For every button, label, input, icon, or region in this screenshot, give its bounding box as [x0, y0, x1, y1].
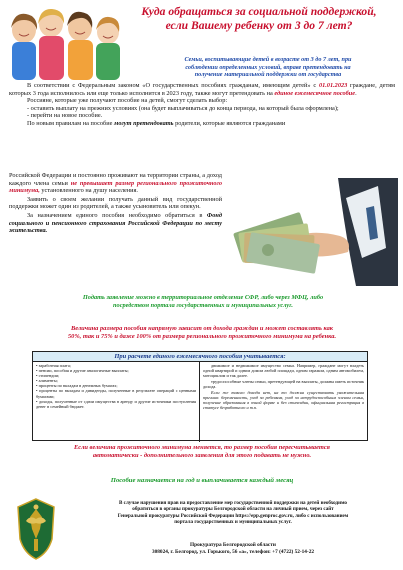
intro-paragraph-5: По новым правилам на пособие могут претендовать родители, которые являются гражданами [27, 119, 286, 127]
intro-text [9, 82, 395, 127]
intro-paragraph-1: В соответствии с Федеральным законом «О государственных пособиях гражданам, имеющим детей» с 01.01.2023 граждане, детям которых 3 года исполнилось или еще только исполнится в 2023 году, также могут претендовать на единое ежемесячное пособие. [9, 82, 395, 97]
intro-paragraph-2: Россияне, которые уже получают пособие на детей, смогут сделать выбор: [27, 97, 228, 105]
page-title: Куда обращаться за социальной поддержкой, если Вашему ребенку от 3 до 7 лет? [141, 5, 377, 32]
kids-photo [4, 2, 130, 80]
page-subtitle: Семьи, воспитывающие детей в возрасте от 3 до 7 лет, при соблюдении определенных условий, вправе претендовать на получение материальной поддержки от государства [184, 56, 352, 79]
intro-paragraph-3: - оставить выплату на прежних условиях (она будет выплачиваться до конца периода, на который была оформлена); [27, 104, 339, 112]
apply-info: Подать заявление можно в территориальное отделение СФР, либо через МФЦ, либо посредством портала государственных и муниципальных услуг. [82, 294, 324, 309]
intro-paragraph-4: - перейти на новое пособие. [27, 112, 103, 120]
list-item: • пенсии, пособия и другие аналогичные выплаты; [36, 368, 196, 373]
list-item: • проценты по вкладам и дивиденды, полученные в результате операций с ценными бумагами; [36, 388, 196, 398]
table-paragraph: трудоспособные члены семьи, претендующей на выплаты, должны иметь источник дохода. [203, 379, 365, 390]
prosecutor-emblem-icon [14, 495, 58, 563]
applicant-paragraph: Заявить о своем желании получать данный вид государственной поддержки может один из родителей, а также усыновитель или опекун. [9, 195, 222, 211]
income-table [32, 351, 368, 441]
table-paragraph: Если же такого дохода нет, на то должна существовать уважительная причина: беременность, уход за ребенком, уход за нетрудоспособным членом семьи, получение образования в очной форме и без стипендии, официальная регистрация в статусе безработного и т.п. [203, 390, 364, 411]
eligibility-paragraph: Российской Федерации и постоянно проживают на территории страны, а доход каждого члена семьи не превышает размер регионального прожиточного минимума, установленного на душу населения. [9, 172, 222, 195]
organization-address: 308024, г. Белгород, ул. Горького, 56 «а», телефон: +7 (4722) 52-14-22 [151, 548, 314, 555]
income-table-heading: При расчете единого ежемесячного пособия учитывается: [33, 352, 367, 362]
list-item: • заработная плата; [36, 363, 196, 368]
list-item: • доходы, полученные от сдачи имущества в аренду и другие источники поступления денег в семейный бюджет. [36, 399, 196, 409]
money-hands-photo [228, 178, 398, 286]
organization-name: Прокуратура Белгородской области [190, 542, 276, 548]
amount-info: Величина размера пособия напрямую зависит от дохода граждан и может составлять как 50%, так и 75% и даже 100% от размера регионального прожиточного минимума на ребенка. [67, 325, 337, 340]
footer-organization [72, 542, 394, 555]
eligibility-text [9, 172, 222, 235]
income-table-left [33, 362, 200, 442]
footer-notice: В случае нарушения прав на предоставление мер государственной поддержки на детей необходимо обратиться в органы прокуратуры Белгородской области на личный прием, через сайт Генеральной прокуратуры Российской Федерации https://epp.genproc.gov.ru, либо с использованием портала государственных и муниципальных услуг. [117, 500, 349, 526]
table-paragraph: движимое и недвижимое имущество семьи. Например, граждане могут владеть одной квартирой и одним домом любой площади, одним гаражом, одним автомобилем, мотоциклом и так далее. [203, 363, 364, 379]
list-item: • проценты по вкладам в денежных бумагах; [36, 383, 196, 388]
recalculation-note: Если величина прожиточного минимума меняется, то размер пособия пересчитывается автоматически - дополнительного заявления для этого подавать не нужно. [74, 444, 330, 459]
income-table-right [200, 362, 367, 442]
list-item: • стипендии; [36, 373, 196, 378]
payment-schedule: Пособие назначается на год и выплачивается каждый месяц [110, 477, 294, 484]
list-item: • алименты; [36, 378, 196, 383]
fund-paragraph: За назначением единого пособия необходимо обратиться в Фонд социального и пенсионного страхования Российской Федерации по месту жительства. [9, 211, 222, 235]
